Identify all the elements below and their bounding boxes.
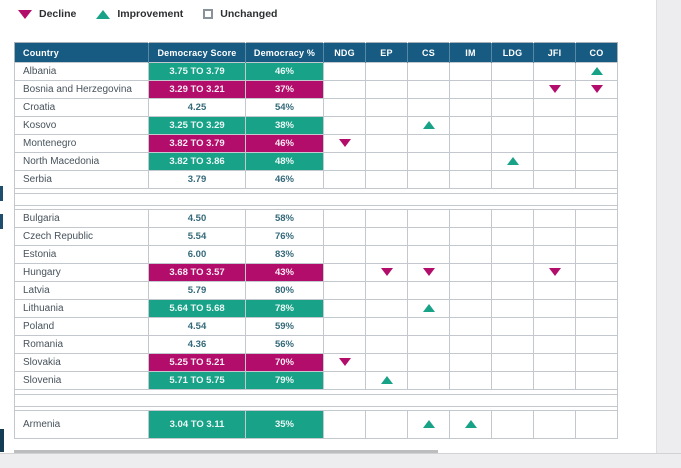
unchanged-icon — [203, 9, 213, 19]
clipped-edge-element — [0, 429, 4, 452]
table-row — [15, 99, 618, 117]
indicator-cell — [492, 171, 534, 189]
indicator-cell — [324, 81, 366, 99]
indicator-cell — [324, 117, 366, 135]
democracy-score-cell: 3.82 TO 3.79 — [149, 135, 246, 153]
indicator-cell — [576, 318, 618, 336]
democracy-score-cell: 5.79 — [149, 282, 246, 300]
decline-icon — [423, 268, 435, 276]
decline-icon — [591, 85, 603, 93]
indicator-cell — [450, 228, 492, 246]
indicator-cell — [408, 171, 450, 189]
indicator-cell — [408, 135, 450, 153]
indicator-cell — [576, 210, 618, 228]
improvement-icon — [381, 376, 393, 384]
indicator-cell — [450, 246, 492, 264]
improvement-icon — [423, 420, 435, 428]
indicator-cell — [366, 99, 408, 117]
indicator-cell — [450, 354, 492, 372]
indicator-cell — [576, 246, 618, 264]
indicator-cell — [324, 282, 366, 300]
indicator-cell — [534, 210, 576, 228]
indicator-cell — [324, 411, 366, 439]
indicator-cell — [408, 336, 450, 354]
democracy-score-cell: 3.25 TO 3.29 — [149, 117, 246, 135]
indicator-cell — [492, 354, 534, 372]
table-row — [15, 135, 618, 153]
indicator-cell — [576, 99, 618, 117]
indicator-cell — [366, 81, 408, 99]
table-row — [15, 81, 618, 99]
indicator-cell — [366, 117, 408, 135]
improvement-icon — [423, 304, 435, 312]
decline-icon — [381, 268, 393, 276]
indicator-cell — [450, 117, 492, 135]
indicator-cell — [534, 246, 576, 264]
indicator-cell — [576, 282, 618, 300]
table-row — [15, 336, 618, 354]
improvement-icon — [423, 121, 435, 129]
country-cell: Albania — [15, 63, 149, 81]
country-cell: Montenegro — [15, 135, 149, 153]
indicator-cell — [576, 228, 618, 246]
indicator-cell — [534, 372, 576, 390]
democracy-score-cell: 4.36 — [149, 336, 246, 354]
country-cell: Slovenia — [15, 372, 149, 390]
indicator-cell — [576, 300, 618, 318]
country-cell: Slovakia — [15, 354, 149, 372]
indicator-cell — [492, 210, 534, 228]
indicator-cell — [366, 300, 408, 318]
country-cell: Bosnia and Herzegovina — [15, 81, 149, 99]
indicator-cell — [366, 228, 408, 246]
legend-decline-label: Decline — [39, 8, 77, 20]
indicator-cell — [492, 282, 534, 300]
indicator-cell — [408, 282, 450, 300]
country-cell: Bulgaria — [15, 210, 149, 228]
indicator-cell — [450, 300, 492, 318]
indicator-cell — [366, 135, 408, 153]
table-row — [15, 354, 618, 372]
indicator-cell — [366, 153, 408, 171]
indicator-cell — [450, 372, 492, 390]
separator-row — [15, 189, 618, 210]
indicator-cell — [576, 135, 618, 153]
country-cell: Croatia — [15, 99, 149, 117]
table-row — [15, 411, 618, 439]
indicator-cell — [576, 117, 618, 135]
column-header: Democracy Score — [149, 43, 246, 63]
country-cell: Romania — [15, 336, 149, 354]
indicator-cell — [576, 153, 618, 171]
indicator-cell — [492, 411, 534, 439]
indicator-cell — [408, 354, 450, 372]
country-cell: Poland — [15, 318, 149, 336]
democracy-percent-cell: 58% — [246, 210, 324, 228]
indicator-cell — [492, 135, 534, 153]
indicator-cell — [534, 171, 576, 189]
country-cell: Czech Republic — [15, 228, 149, 246]
indicator-cell — [324, 210, 366, 228]
decline-icon — [549, 85, 561, 93]
democracy-score-cell: 4.50 — [149, 210, 246, 228]
democracy-score-cell: 5.25 TO 5.21 — [149, 354, 246, 372]
indicator-cell — [492, 336, 534, 354]
democracy-score-cell: 4.54 — [149, 318, 246, 336]
indicator-cell — [324, 63, 366, 81]
column-header: EP — [366, 43, 408, 63]
indicator-cell — [366, 210, 408, 228]
democracy-percent-cell: 83% — [246, 246, 324, 264]
table-row — [15, 171, 618, 189]
indicator-cell — [492, 117, 534, 135]
column-header: CO — [576, 43, 618, 63]
indicator-cell — [408, 117, 450, 135]
indicator-cell — [576, 81, 618, 99]
indicator-cell — [492, 99, 534, 117]
indicator-cell — [408, 264, 450, 282]
indicator-cell — [408, 300, 450, 318]
democracy-percent-cell: 46% — [246, 63, 324, 81]
indicator-cell — [450, 135, 492, 153]
indicator-cell — [576, 171, 618, 189]
indicator-cell — [366, 264, 408, 282]
indicator-cell — [324, 372, 366, 390]
decline-icon — [339, 139, 351, 147]
democracy-score-cell: 3.68 TO 3.57 — [149, 264, 246, 282]
democracy-percent-cell: 78% — [246, 300, 324, 318]
table-body — [15, 63, 618, 439]
decline-icon — [549, 268, 561, 276]
indicator-cell — [366, 246, 408, 264]
indicator-cell — [534, 336, 576, 354]
legend-item-improvement — [96, 8, 183, 20]
legend — [18, 8, 297, 20]
indicator-cell — [450, 63, 492, 81]
democracy-table — [14, 42, 618, 439]
democracy-table-container — [14, 42, 619, 453]
table-row — [15, 372, 618, 390]
indicator-cell — [534, 282, 576, 300]
indicator-cell — [450, 153, 492, 171]
column-header: Country — [15, 43, 149, 63]
table-header-row — [15, 43, 618, 63]
improvement-icon — [591, 67, 603, 75]
indicator-cell — [324, 300, 366, 318]
indicator-cell — [576, 411, 618, 439]
indicator-cell — [492, 63, 534, 81]
table-row — [15, 300, 618, 318]
indicator-cell — [408, 63, 450, 81]
indicator-cell — [324, 246, 366, 264]
separator-cell — [15, 189, 618, 210]
indicator-cell — [366, 282, 408, 300]
table-row — [15, 282, 618, 300]
table-row — [15, 210, 618, 228]
democracy-percent-cell: 59% — [246, 318, 324, 336]
separator-cell — [15, 390, 618, 411]
indicator-cell — [492, 318, 534, 336]
democracy-percent-cell: 43% — [246, 264, 324, 282]
table-row — [15, 246, 618, 264]
indicator-cell — [324, 264, 366, 282]
democracy-score-cell: 3.82 TO 3.86 — [149, 153, 246, 171]
indicator-cell — [408, 210, 450, 228]
indicator-cell — [534, 117, 576, 135]
column-header: LDG — [492, 43, 534, 63]
indicator-cell — [324, 354, 366, 372]
indicator-cell — [534, 99, 576, 117]
column-header: IM — [450, 43, 492, 63]
indicator-cell — [366, 171, 408, 189]
democracy-score-cell: 5.54 — [149, 228, 246, 246]
indicator-cell — [534, 354, 576, 372]
indicator-cell — [366, 411, 408, 439]
democracy-percent-cell: 38% — [246, 117, 324, 135]
indicator-cell — [534, 228, 576, 246]
indicator-cell — [534, 63, 576, 81]
column-header: NDG — [324, 43, 366, 63]
indicator-cell — [576, 336, 618, 354]
indicator-cell — [324, 135, 366, 153]
country-cell: North Macedonia — [15, 153, 149, 171]
indicator-cell — [450, 81, 492, 99]
page-background-right — [656, 0, 681, 468]
indicator-cell — [324, 228, 366, 246]
democracy-score-cell: 5.64 TO 5.68 — [149, 300, 246, 318]
indicator-cell — [366, 372, 408, 390]
table-row — [15, 63, 618, 81]
democracy-score-cell: 3.75 TO 3.79 — [149, 63, 246, 81]
table-row — [15, 318, 618, 336]
democracy-percent-cell: 76% — [246, 228, 324, 246]
decline-icon — [339, 358, 351, 366]
democracy-percent-cell: 37% — [246, 81, 324, 99]
indicator-cell — [492, 300, 534, 318]
indicator-cell — [492, 81, 534, 99]
legend-item-decline — [18, 8, 76, 20]
table-row — [15, 228, 618, 246]
clipped-edge-element — [0, 214, 3, 229]
indicator-cell — [492, 264, 534, 282]
indicator-cell — [324, 171, 366, 189]
indicator-cell — [324, 336, 366, 354]
table-row — [15, 264, 618, 282]
clipped-edge-element — [0, 186, 3, 201]
column-header: CS — [408, 43, 450, 63]
legend-item-unchanged — [203, 8, 277, 20]
indicator-cell — [534, 153, 576, 171]
indicator-cell — [366, 63, 408, 81]
indicator-cell — [450, 99, 492, 117]
indicator-cell — [408, 372, 450, 390]
table-row — [15, 117, 618, 135]
country-cell: Armenia — [15, 411, 149, 439]
indicator-cell — [450, 171, 492, 189]
indicator-cell — [534, 300, 576, 318]
indicator-cell — [534, 411, 576, 439]
indicator-cell — [534, 318, 576, 336]
indicator-cell — [408, 246, 450, 264]
country-cell: Hungary — [15, 264, 149, 282]
indicator-cell — [366, 318, 408, 336]
democracy-score-cell: 3.79 — [149, 171, 246, 189]
indicator-cell — [534, 135, 576, 153]
indicator-cell — [408, 81, 450, 99]
indicator-cell — [576, 63, 618, 81]
improvement-icon — [465, 420, 477, 428]
indicator-cell — [450, 336, 492, 354]
indicator-cell — [450, 282, 492, 300]
democracy-percent-cell: 80% — [246, 282, 324, 300]
improvement-icon — [96, 10, 110, 19]
page-background-bottom — [0, 453, 681, 468]
democracy-percent-cell: 48% — [246, 153, 324, 171]
indicator-cell — [534, 81, 576, 99]
table-row — [15, 153, 618, 171]
country-cell: Lithuania — [15, 300, 149, 318]
democracy-percent-cell: 46% — [246, 135, 324, 153]
separator-row — [15, 390, 618, 411]
country-cell: Kosovo — [15, 117, 149, 135]
democracy-percent-cell: 79% — [246, 372, 324, 390]
column-header: Democracy % — [246, 43, 324, 63]
democracy-percent-cell: 70% — [246, 354, 324, 372]
democracy-score-cell: 5.71 TO 5.75 — [149, 372, 246, 390]
legend-improvement-label: Improvement — [117, 8, 184, 20]
indicator-cell — [450, 210, 492, 228]
indicator-cell — [408, 318, 450, 336]
indicator-cell — [408, 99, 450, 117]
democracy-percent-cell: 35% — [246, 411, 324, 439]
democracy-percent-cell: 46% — [246, 171, 324, 189]
democracy-score-cell: 6.00 — [149, 246, 246, 264]
indicator-cell — [492, 228, 534, 246]
indicator-cell — [408, 228, 450, 246]
indicator-cell — [576, 264, 618, 282]
indicator-cell — [450, 318, 492, 336]
democracy-percent-cell: 54% — [246, 99, 324, 117]
indicator-cell — [492, 246, 534, 264]
indicator-cell — [324, 153, 366, 171]
legend-unchanged-label: Unchanged — [220, 8, 278, 20]
decline-icon — [18, 10, 32, 19]
democracy-score-cell: 3.29 TO 3.21 — [149, 81, 246, 99]
improvement-icon — [507, 157, 519, 165]
country-cell: Estonia — [15, 246, 149, 264]
democracy-percent-cell: 56% — [246, 336, 324, 354]
indicator-cell — [366, 336, 408, 354]
indicator-cell — [576, 354, 618, 372]
indicator-cell — [450, 264, 492, 282]
indicator-cell — [450, 411, 492, 439]
indicator-cell — [324, 318, 366, 336]
indicator-cell — [408, 153, 450, 171]
indicator-cell — [366, 354, 408, 372]
indicator-cell — [492, 372, 534, 390]
country-cell: Latvia — [15, 282, 149, 300]
democracy-score-cell: 4.25 — [149, 99, 246, 117]
column-header: JFI — [534, 43, 576, 63]
democracy-score-cell: 3.04 TO 3.11 — [149, 411, 246, 439]
indicator-cell — [576, 372, 618, 390]
indicator-cell — [324, 99, 366, 117]
indicator-cell — [492, 153, 534, 171]
country-cell: Serbia — [15, 171, 149, 189]
indicator-cell — [408, 411, 450, 439]
indicator-cell — [534, 264, 576, 282]
